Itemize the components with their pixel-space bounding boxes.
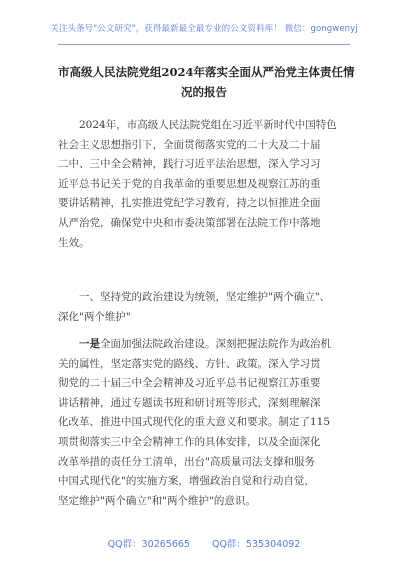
header-banner: 关注头条号"公文研究"，获得最新最全最专业的公文资料库！ 微信：gongwenyj xyxy=(50,24,358,34)
paragraph-line: 坚定维护"两个确立"和"两个维护"的意识。 xyxy=(58,494,256,507)
paragraph-line xyxy=(58,335,350,355)
heading-line: 深化"两个维护" xyxy=(58,310,131,323)
paragraph-line: 要讲话精神，扎实推进党纪学习教育，持之以恒推进全面 xyxy=(58,197,321,210)
title-line: 市高级人民法院党组2024年落实全面从严治党主体责任情 xyxy=(58,65,355,79)
paragraph-line: 改革举措的责任分工清单，出台"高质量司法支撑和服务 xyxy=(58,455,315,468)
paragraph-line: 化改革、推进中国式现代化的重大意义和要求。制定了115 xyxy=(58,416,331,429)
heading-line: 一、坚持党的政治建设为统领，坚定维护"两个确立"、 xyxy=(79,291,331,303)
intro-paragraph xyxy=(58,116,350,253)
document-title xyxy=(58,62,355,102)
paragraph-line: 近平总书记关于党的自我革命的重要思想及视察江苏的重 xyxy=(58,177,321,190)
title-line: 况的报告 xyxy=(181,85,227,99)
paragraph-line: 彻党的二十届三中全会精神及习近平总书记视察江苏重要 xyxy=(58,377,321,390)
paragraph-line: 二中、三中全会精神，践行习近平法治思想，深入学习习 xyxy=(58,158,321,171)
paragraph-line: 关的属性，坚定落实党的路线、方针、政策。深入学习贯 xyxy=(58,357,321,370)
qq-group-1: QQ群：30265665 xyxy=(107,539,190,550)
paragraph-line: 讲话精神，通过专题读书班和研讨班等形式，深刻理解深 xyxy=(58,396,321,409)
footer-contact xyxy=(0,536,408,550)
paragraph-line: 生效。 xyxy=(58,236,90,249)
paragraph-line: 社会主义思想指引下，全面贯彻落实党的二十大及二十届 xyxy=(58,138,321,151)
point-1-paragraph xyxy=(58,335,350,511)
header-divider xyxy=(58,44,350,45)
paragraph-text: 全面加强法院政治建设。深刻把握法院作为政治机 xyxy=(100,338,331,350)
section-heading-1 xyxy=(58,288,350,327)
paragraph-line: 2024年，市高级人民法院党组在习近平新时代中国特色 xyxy=(79,119,337,131)
paragraph-line: 从严治党，确保党中央和市委决策部署在法院工作中落地 xyxy=(58,216,321,229)
paragraph-line: 中国式现代化"的实施方案，增强政治自觉和行动自觉， xyxy=(58,475,315,488)
paragraph-line: 项贯彻落实三中全会精神工作的具体安排，以及全面深化 xyxy=(58,435,321,448)
point-lead: 一是 xyxy=(79,338,100,350)
qq-group-2: QQ群：535304092 xyxy=(211,539,301,550)
